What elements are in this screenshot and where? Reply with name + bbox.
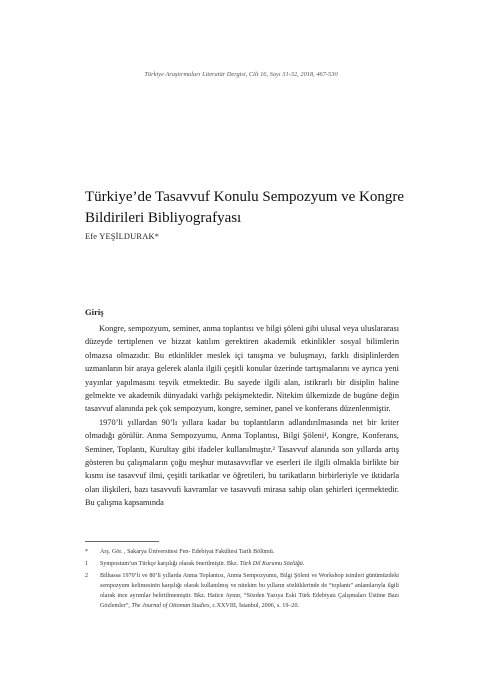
running-head: Türkiye Araştırmaları Literatür Dergisi, Cilt 16, Sayı 31-32, 2018, 467-530 (144, 71, 338, 78)
article-author: Efe YEŞİLDURAK* (85, 232, 160, 241)
footnote-text: , c.XXVIII, İstanbul, 2006, s. 19–20. (209, 603, 300, 609)
body-text (85, 322, 399, 510)
footnote-mark: 1 (85, 561, 89, 567)
article-title: Türkiye’de Tasavvuf Konulu Sempozyum ve Kongre Bildirileri Bibliyografyası (85, 189, 405, 226)
footnote-mark: 2 (85, 573, 89, 579)
footnote-separator (85, 541, 159, 542)
footnotes (85, 547, 399, 613)
footnote-citation-title: Türk Dil Kurumu Sözlüğü (239, 561, 303, 567)
footnote-text: Arş. Gör. , Sakarya Üniversitesi Fen- Edebiyat Fakültesi Tarih Bölümü. (100, 549, 275, 555)
footnote (85, 559, 399, 569)
footnote-text: . (302, 561, 305, 567)
footnote-text: Bilhassa 1970’li ve 80’li yıllarda Anma Toplantısı, Anma Sempozyumu, Bilgi Şöleni ve Workshop isimleri günümüzdeki sempozyum kelimesinin karşılığı olarak kullanılmış ve nitekim bu yılların sözlüklerinde de “toplantı” anlamlarıyla ilgili olarak ince ayrımlar belirtilmemiştir. Bkz. Hatice Aynur, “Sözden Yazıya Eski Türk Edebiyatı Çalışmaları Üstüne Bazı Gözlemler”, (100, 573, 399, 609)
section-heading-giris: Giriş (85, 307, 104, 317)
footnote (85, 571, 399, 611)
paragraph: 1970’li yıllardan 90’lı yıllara kadar bu toplantıların adlandırılmasında net bir kriter olmadığı görülür. Anma Sempozyumu, Anma Toplantısı, Bilgi Şöleni¹, Kongre, Konferans, Seminer, Toplantı, Kurultay gibi ifadeler kullanılmıştır.² Tasavvuf alanında son yıllarda artış gösteren bu çalışmaların çoğu meşhur mutasavvıflar ve eserleri ile ilgili olmakla birlikte bir kısmı ise tasavvuf ilmi, çeşitli tarikatlar ve öğretileri, bu tarikatların birbirleriyle ve iktidarla olan ilişkileri, bazı tasavvufi kavramlar ve tasavvufi mirasa sahip olan şehirleri içermektedir. Bu çalışma kapsamında (85, 417, 399, 508)
footnote (85, 547, 399, 557)
footnote-text: Symposium’un Türkçe karşılığı olarak önerilmiştir. Bkz. (100, 561, 240, 567)
footnote-mark: * (85, 549, 89, 555)
paragraph: Kongre, sempozyum, seminer, anma toplantısı ve bilgi şöleni gibi ulusal veya uluslararası düzeyde tertiplenen ve bizzat katılım gerektiren akademik etkinlikler sosyal bilimlerin olmazsa olmazıdır. Bu etkinlikler meslek içi tanışma ve buluşmayı, farklı disiplinlerden uzmanların bir araya gelerek alanla ilgili çeşitli konular üzerinde tartışmalarını ve ayrıca yeni yayınlar yapılmasını teşvik etmektedir. Bu sayede ilgili alan, istikrarlı bir disiplin haline gelmekte ve akademik dünyadaki varlığı pekişmektedir. Nitekim ülkemizde de bugüne değin tasavvuf alanında pek çok sempozyum, kongre, seminer, panel ve konferans düzenlenmiştir. (85, 324, 399, 414)
footnote-citation-title: The Journal of Ottoman Studies (131, 603, 210, 609)
